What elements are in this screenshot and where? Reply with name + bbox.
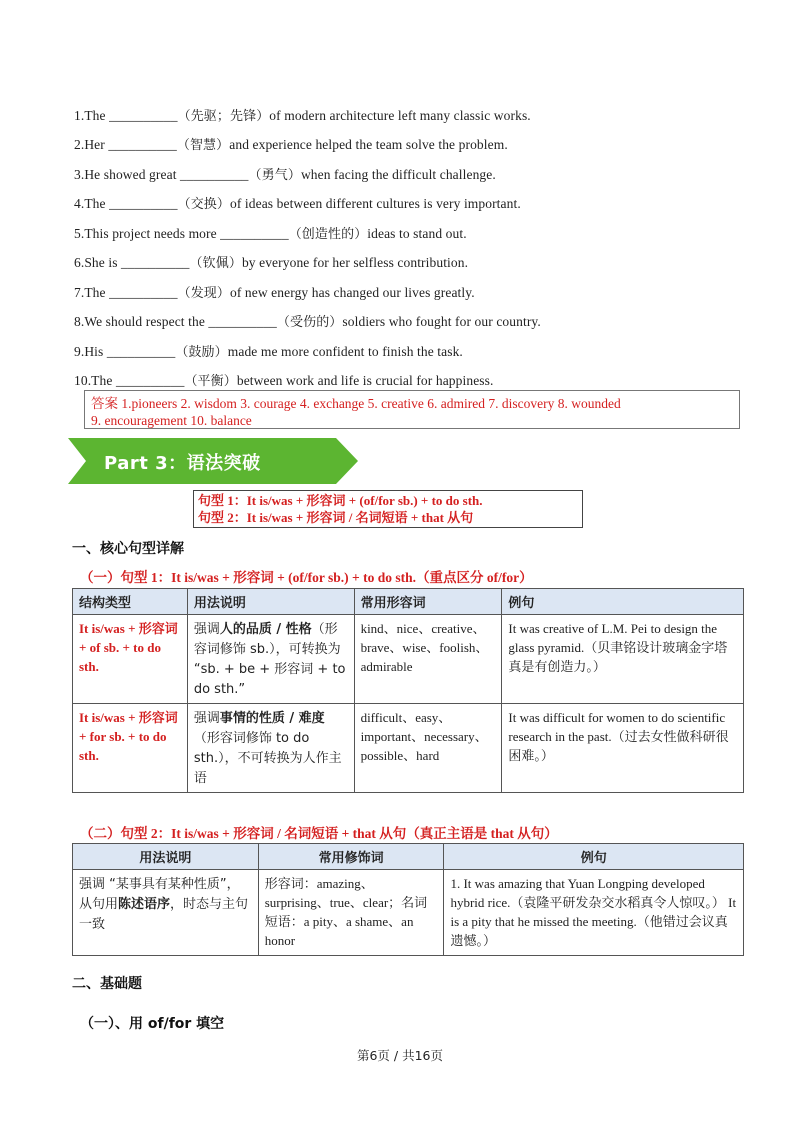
usage-emphasis: 人的品质 / 性格 (219, 622, 312, 637)
question-text: of ideas between different cultures is very important. (230, 196, 521, 211)
adjective-cell: kind、nice、creative、brave、wise、foolish、admirable (354, 615, 502, 704)
column-header: 结构类型 (73, 589, 188, 615)
question-1 (74, 105, 531, 124)
structure-type-cell: It is/was + 形容词 + for sb. + to do sth. (73, 704, 188, 793)
section-heading-1: 一、核心句型详解 (72, 541, 184, 557)
question-text: 4.The __________ (74, 196, 178, 211)
chinese-hint: （创造性的） (288, 227, 368, 242)
answer-line-2: 9. encouragement 10. balance (91, 413, 252, 428)
usage-text: 强调 “某事具有某种性质”，从句用 (79, 877, 240, 912)
column-header: 常用修饰词 (258, 844, 444, 870)
question-text: 8.We should respect the __________ (74, 314, 277, 329)
example-cell: It was difficult for women to do scientific research in the past.（过去女性做科研很困难。） (502, 704, 744, 793)
modifier-cell: 形容词：amazing、surprising、true、clear；名词短语：a pity、a shame、an honor (258, 870, 444, 956)
chinese-hint: （勇气） (248, 168, 301, 183)
question-7 (74, 282, 475, 301)
chinese-hint: （钦佩） (189, 256, 242, 271)
pattern-1-table (72, 588, 744, 793)
question-10 (74, 370, 493, 389)
question-text: 6.She is __________ (74, 255, 190, 270)
chinese-hint: （发现） (177, 286, 230, 301)
question-text: 10.The __________ (74, 373, 185, 388)
answer-line-1: 答案 1.pioneers 2. wisdom 3. courage 4. exchange 5. creative 6. admired 7. discovery 8. wounded (91, 396, 621, 411)
usage-text: 强调 (193, 711, 220, 726)
adjective-cell: difficult、easy、important、necessary、possible、hard (354, 704, 502, 793)
usage-text: ，时态与主句一致 (79, 897, 249, 932)
table-header-row (73, 589, 744, 615)
sub-heading-fill-blank: （一）、用 of/for 填空 (80, 1016, 225, 1032)
pattern-box (193, 490, 583, 528)
structure-type-cell: It is/was + 形容词 + of sb. + to do sth. (73, 615, 188, 704)
table-row (73, 615, 744, 704)
usage-cell (187, 704, 354, 793)
question-5 (74, 223, 467, 242)
chinese-hint: （受伤的） (276, 315, 343, 330)
question-text: 5.This project needs more __________ (74, 226, 289, 241)
chinese-hint: （平衡） (184, 374, 237, 389)
chinese-hint: （鼓励） (175, 345, 228, 360)
pattern-2-table (72, 843, 744, 956)
page-number: 第6页 / 共16页 (356, 1048, 444, 1063)
question-text: soldiers who fought for our country. (342, 314, 541, 329)
usage-emphasis: 陈述语序 (118, 897, 171, 912)
usage-text: （形容词修饰 sb.），可转换为 “sb. + be + 形容词 + to do sth.” (193, 622, 346, 697)
usage-cell (73, 870, 259, 956)
usage-emphasis: 事情的性质 / 难度 (219, 711, 325, 726)
question-8 (74, 311, 541, 330)
table-row (73, 704, 744, 793)
column-header: 用法说明 (73, 844, 259, 870)
table-header-row (73, 844, 744, 870)
question-text: of modern architecture left many classic works. (269, 108, 531, 123)
question-text: made me more confident to finish the task. (227, 344, 463, 359)
question-2 (74, 134, 508, 153)
section-heading-2: 二、基础题 (72, 976, 142, 992)
column-header: 例句 (444, 844, 744, 870)
sub-heading-pattern-2: （二）句型 2：It is/was + 形容词 / 名词短语 + that 从句（真正主语是 that 从句） (80, 826, 558, 841)
question-text: 1.The __________ (74, 108, 178, 123)
question-4 (74, 193, 521, 212)
question-9 (74, 341, 463, 360)
chinese-hint: （智慧） (176, 138, 230, 153)
pattern-1: 句型 1：It is/was + 形容词 + (of/for sb.) + to do sth. (198, 493, 483, 508)
question-text: and experience helped the team solve the problem. (229, 137, 508, 152)
column-header: 用法说明 (187, 589, 354, 615)
question-text: by everyone for her selfless contribution. (241, 255, 469, 270)
usage-text: （形容词修饰 to do sth.），不可转换为人作主语 (193, 731, 342, 786)
chinese-hint: （先驱；先锋） (177, 109, 270, 124)
example-cell: 1. It was amazing that Yuan Longping developed hybrid rice.（袁隆平研发杂交水稻真令人惊叹。） It is a pity that he missed the meeting.（他错过会议真遗憾。） (444, 870, 744, 956)
question-text: when facing the difficult challenge. (300, 167, 496, 182)
part-title: Part 3：语法突破 (104, 453, 261, 474)
sub-heading-pattern-1: （一）句型 1：It is/was + 形容词 + (of/for sb.) + to do sth.（重点区分 of/for） (80, 570, 533, 585)
usage-cell (187, 615, 354, 704)
chinese-hint: （交换） (177, 197, 230, 212)
column-header: 例句 (502, 589, 744, 615)
usage-text: 强调 (193, 622, 220, 637)
question-6 (74, 252, 468, 271)
pattern-2: 句型 2：It is/was + 形容词 / 名词短语 + that 从句 (198, 510, 474, 525)
question-3 (74, 164, 496, 183)
question-text: 9.His __________ (74, 344, 176, 359)
example-cell: It was creative of L.M. Pei to design the glass pyramid.（贝聿铭设计玻璃金字塔真是有创造力。） (502, 615, 744, 704)
table-row (73, 870, 744, 956)
answer-box (84, 390, 740, 429)
question-text: ideas to stand out. (367, 226, 467, 241)
question-text: of new energy has changed our lives greatly. (230, 285, 475, 300)
question-text: 3.He showed great __________ (74, 167, 249, 182)
question-text: 2.Her __________ (74, 137, 177, 152)
column-header: 常用形容词 (354, 589, 502, 615)
question-text: between work and life is crucial for happiness. (236, 373, 494, 388)
question-text: 7.The __________ (74, 285, 178, 300)
